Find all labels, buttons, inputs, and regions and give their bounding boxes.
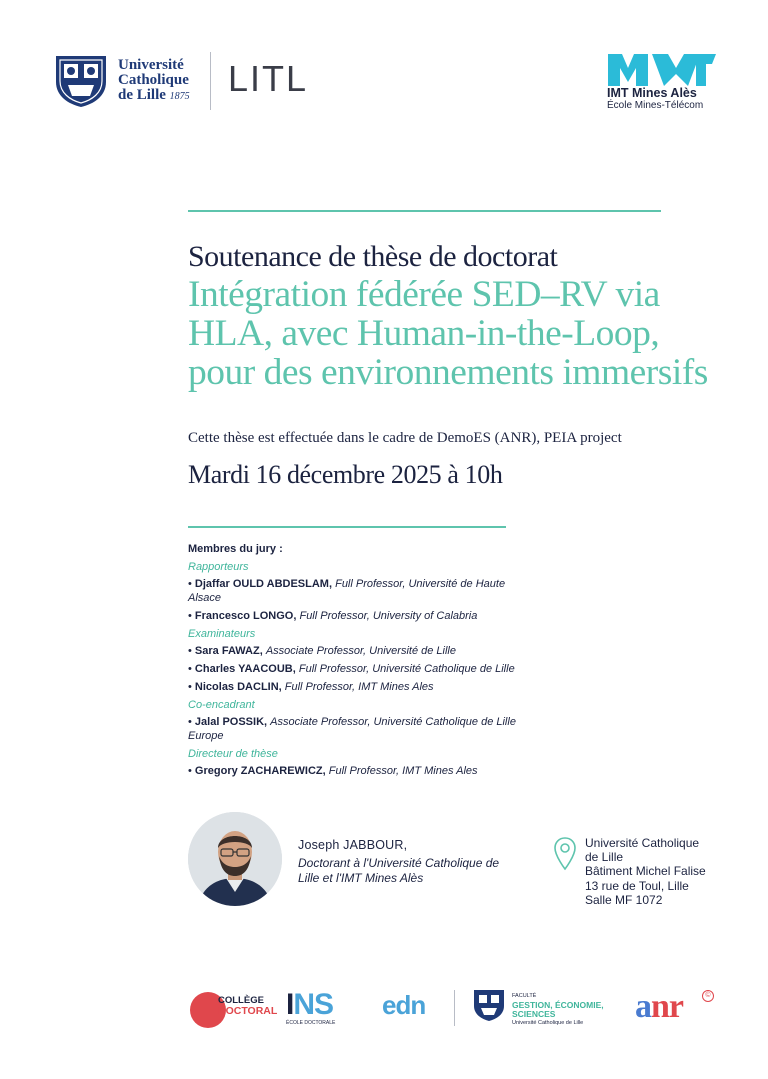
venue-line: Université Catholique: [585, 836, 700, 850]
candidate-name: Joseph JABBOUR,: [298, 838, 408, 852]
member-affiliation: Associate Professor, Université de Lille: [265, 645, 456, 657]
member-name: Gregory ZACHAREWICZ,: [194, 765, 326, 777]
event-datetime: Mardi 16 décembre 2025 à 10h: [188, 460, 503, 489]
jury-section: [188, 542, 518, 782]
jury-role: Rapporteurs: [188, 561, 249, 573]
jury-member: • Jalal POSSIK, Associate Professor, Université Catholique de Lille Europe: [188, 716, 516, 742]
jury-member: • Djaffar OULD ABDESLAM, Full Professor, Université de Haute Alsace: [188, 578, 506, 604]
ins-i: I: [286, 988, 294, 1021]
jury-heading: Membres du jury :: [188, 543, 283, 555]
anr-logo: [635, 988, 683, 1026]
ucl-line-3: de Lille: [118, 87, 166, 103]
college-doctoral-bottom: DOCTORAL: [218, 1005, 278, 1017]
imt-subtitle: École Mines-Télécom: [607, 100, 704, 111]
venue-line: 13 rue de Toul, Lille: [585, 878, 689, 893]
jury-member: • Sara FAWAZ, Associate Professor, Université de Lille: [188, 645, 456, 657]
faculty-label: FACULTÉ: [512, 993, 537, 999]
venue-line: Salle MF 1072: [585, 892, 663, 907]
faculty-name-2: SCIENCES: [512, 1009, 556, 1019]
jury-role: Directeur de thèse: [188, 748, 278, 760]
ucl-year: 1875: [169, 91, 190, 102]
logos-divider: [454, 990, 455, 1026]
imt-logo: [608, 54, 716, 86]
venue-line: Bâtiment Michel Falise: [585, 864, 706, 879]
anr-registered-mark: ©: [702, 990, 714, 1002]
middle-rule: [188, 526, 506, 528]
ucl-line-2: Catholique: [118, 72, 189, 88]
candidate-description: Doctorant à l'Université Catholique de Lille et l'IMT Mines Alès: [298, 856, 500, 885]
venue-address: [585, 836, 706, 907]
faculty-name-1: GESTION, ÉCONOMIE,: [512, 1000, 604, 1010]
member-affiliation: Associate Professor, Université Catholique de Lille Europe: [188, 716, 516, 742]
member-name: Nicolas DACLIN,: [194, 681, 282, 693]
event-kicker: Soutenance de thèse de doctorat: [188, 240, 558, 273]
thesis-title: Intégration fédérée SED–RV via HLA, avec Human-in-the-Loop, pour des environnements immersifs: [188, 274, 708, 393]
member-name: Francesco LONGO,: [194, 610, 297, 622]
member-affiliation: Full Professor, IMT Mines Ales: [328, 765, 478, 777]
header-divider: [210, 52, 211, 110]
thesis-context: Cette thèse est effectuée dans le cadre de DemoES (ANR), PEIA project: [188, 430, 622, 446]
partner-logos: [190, 988, 730, 1038]
imt-name: IMT Mines Alès: [607, 86, 697, 100]
top-rule: [188, 210, 661, 212]
ins-subtitle: ÉCOLE DOCTORALE: [286, 1020, 336, 1026]
ins-ns: NS: [293, 988, 334, 1021]
faculty-shield-logo: [472, 988, 506, 1022]
candidate-photo: [188, 812, 282, 906]
faculty-logo-text: [512, 992, 604, 1028]
location-pin-icon: [553, 836, 577, 872]
jury-role: Examinateurs: [188, 628, 256, 640]
anr-nr: nr: [651, 988, 683, 1025]
member-affiliation: Full Professor, University of Calabria: [299, 610, 478, 622]
anr-a: a: [635, 988, 651, 1025]
member-affiliation: Full Professor, Université Catholique de Lille: [298, 663, 515, 675]
member-name: Sara FAWAZ,: [194, 645, 263, 657]
member-affiliation: Full Professor, Université de Haute Alsace: [188, 578, 506, 604]
portrait-illustration: [188, 812, 282, 906]
edn-logo: edn: [382, 990, 426, 1020]
member-name: Djaffar OULD ABDESLAM,: [194, 578, 333, 590]
jury-member: • Nicolas DACLIN, Full Professor, IMT Mines Ales: [188, 681, 434, 693]
jury-member: • Francesco LONGO, Full Professor, University of Calabria: [188, 610, 478, 622]
member-name: Charles YAACOUB,: [194, 663, 296, 675]
ucl-shield-logo: [52, 52, 110, 108]
jury-member: • Charles YAACOUB, Full Professor, Université Catholique de Lille: [188, 663, 515, 675]
jury-member: • Gregory ZACHAREWICZ, Full Professor, IMT Mines Ales: [188, 765, 478, 777]
jury-role: Co-encadrant: [188, 699, 255, 711]
college-doctoral-top: COLLÈGE: [218, 995, 264, 1006]
ucl-line-1: Université: [118, 57, 184, 73]
ins-logo: [286, 988, 333, 1022]
faculty-ucl: Université Catholique de Lille: [512, 1020, 584, 1026]
member-name: Jalal POSSIK,: [194, 716, 268, 728]
ucl-wordmark: [118, 58, 190, 104]
venue-line: de Lille: [585, 850, 624, 865]
litl-logo: LITL: [228, 58, 309, 99]
college-doctoral-logo: [218, 996, 277, 1016]
member-affiliation: Full Professor, IMT Mines Ales: [284, 681, 434, 693]
